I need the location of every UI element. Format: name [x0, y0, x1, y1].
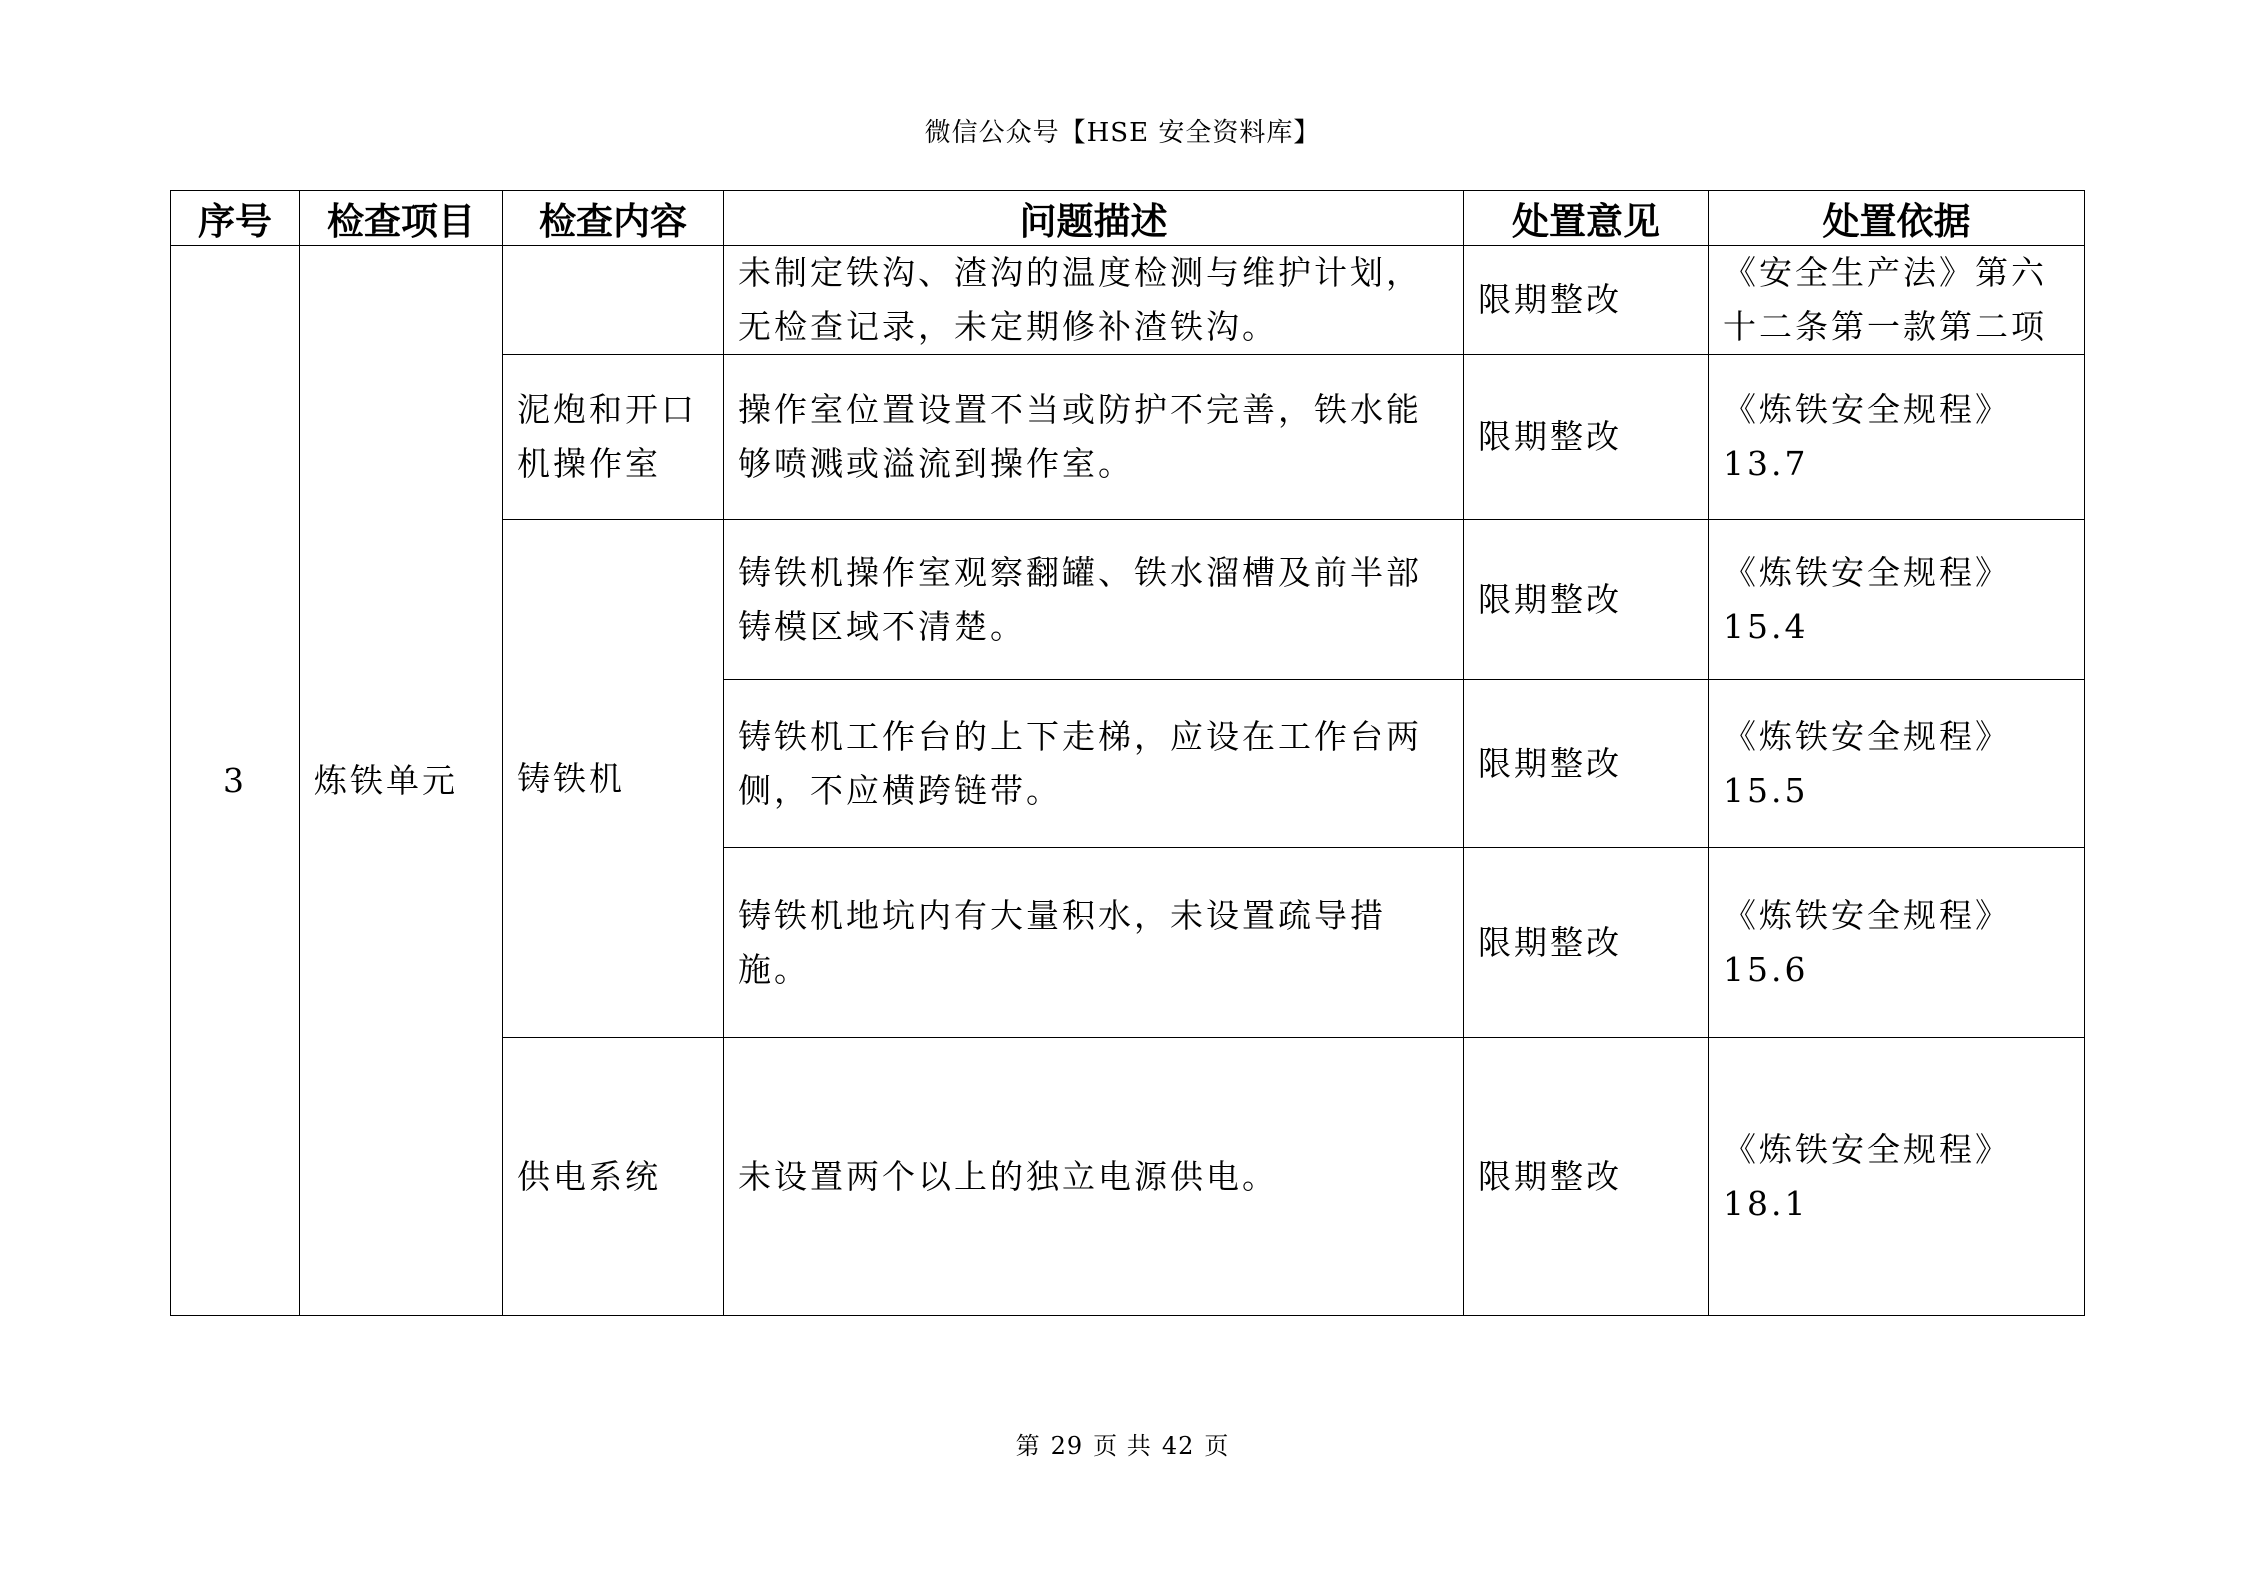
opinion-cell: 限期整改	[1464, 1038, 1709, 1316]
column-header-basis: 处置依据	[1709, 191, 2085, 246]
column-header-description: 问题描述	[724, 191, 1464, 246]
table-header-row	[171, 191, 2085, 246]
content-cell: 供电系统	[503, 1038, 724, 1316]
content-cell: 泥炮和开口机操作室	[503, 355, 724, 520]
description-cell: 铸铁机地坑内有大量积水，未设置疏导措施。	[724, 848, 1464, 1038]
content-cell: 铸铁机	[503, 520, 724, 1038]
description-cell: 操作室位置设置不当或防护不完善，铁水能够喷溅或溢流到操作室。	[724, 355, 1464, 520]
description-cell: 未制定铁沟、渣沟的温度检测与维护计划，无检查记录，未定期修补渣铁沟。	[724, 246, 1464, 355]
column-header-content: 检查内容	[503, 191, 724, 246]
basis-cell: 《炼铁安全规程》15.5	[1709, 680, 2085, 848]
description-cell: 铸铁机工作台的上下走梯，应设在工作台两侧，不应横跨链带。	[724, 680, 1464, 848]
page-header: 微信公众号【HSE 安全资料库】	[924, 118, 1321, 148]
column-header-seq: 序号	[171, 191, 300, 246]
opinion-cell: 限期整改	[1464, 355, 1709, 520]
basis-cell: 《炼铁安全规程》15.4	[1709, 520, 2085, 680]
seq-cell: 3	[171, 246, 300, 1316]
footer-total-pages: 42	[1161, 1432, 1195, 1460]
table-row	[171, 246, 2085, 355]
column-header-item: 检查项目	[300, 191, 503, 246]
footer-current-page: 29	[1050, 1432, 1084, 1460]
footer-suffix: 页	[1204, 1432, 1230, 1460]
page-footer	[0, 1426, 2245, 1461]
basis-cell: 《炼铁安全规程》13.7	[1709, 355, 2085, 520]
column-header-opinion: 处置意见	[1464, 191, 1709, 246]
opinion-cell: 限期整改	[1464, 246, 1709, 355]
basis-cell: 《炼铁安全规程》18.1	[1709, 1038, 2085, 1316]
basis-cell: 《炼铁安全规程》15.6	[1709, 848, 2085, 1038]
footer-mid: 页 共	[1093, 1432, 1152, 1460]
description-cell: 铸铁机操作室观察翻罐、铁水溜槽及前半部铸模区域不清楚。	[724, 520, 1464, 680]
opinion-cell: 限期整改	[1464, 848, 1709, 1038]
description-cell: 未设置两个以上的独立电源供电。	[724, 1038, 1464, 1316]
basis-cell: 《安全生产法》第六十二条第一款第二项	[1709, 246, 2085, 355]
content-cell	[503, 246, 724, 355]
inspection-table	[170, 190, 2085, 1316]
opinion-cell: 限期整改	[1464, 520, 1709, 680]
footer-prefix: 第	[1015, 1432, 1041, 1460]
opinion-cell: 限期整改	[1464, 680, 1709, 848]
item-cell: 炼铁单元	[300, 246, 503, 1316]
